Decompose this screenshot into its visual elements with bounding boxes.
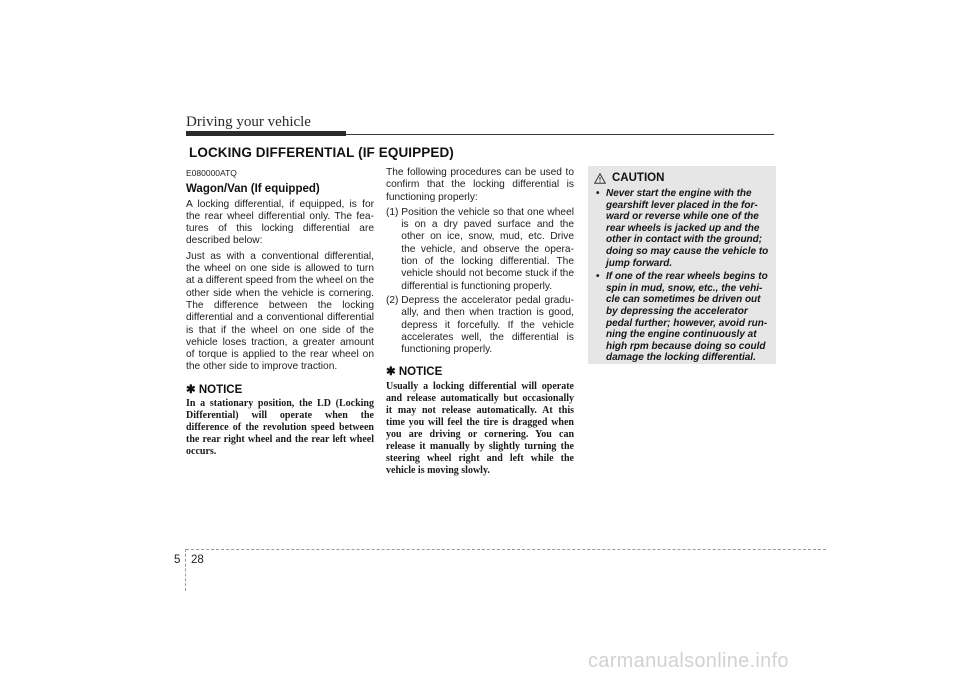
section-code: E080000ATQ: [186, 168, 237, 178]
footer-rule: [186, 549, 826, 550]
notice-title: ✱ NOTICE: [386, 366, 443, 379]
notice-body: Usually a locking differential will operate and release automatically but occasionally it may not release automatically. At this time you will feel the tire is dragged when you are driving or cornering. You can release it manually by slightly turning the steering wheel right and left while the vehicle is moving slowly.: [386, 380, 574, 476]
header-rule: [346, 134, 774, 135]
page-header-title: Driving your vehicle: [186, 114, 311, 130]
page-number: 28: [191, 554, 204, 566]
notice-title: ✱ NOTICE: [186, 383, 243, 396]
paragraph-description: Just as with a conventional differential, the wheel on one side is allowed to turn at a different speed from the wheel on the other side when the vehicle is cornering. The difference between the locking differential and a conventional differential is that if the wheel on one side of the vehicle loses traction, a greater amount of torque is applied to the rear wheel on the other side to improve traction.: [186, 250, 374, 373]
procedure-step: [386, 207, 574, 293]
left-column: [186, 167, 374, 458]
caution-box: [588, 166, 776, 364]
step-text: Position the vehicle so that one wheel is on a dry paved surface and the other on ice, snow, mud, etc. Drive the vehicle, and observe the operation of the locking differential. The vehicle should not become stuck if the differential is functioning properly.: [401, 206, 574, 292]
procedure-intro: The following procedures can be used to confirm that the locking differential is functioning properly:: [386, 167, 574, 203]
caution-text: Never start the engine with the gearshift lever placed in the forward or reverse while one of the rear wheels is jacked up and the other in contact with the ground; doing so may cause the vehicle to jump forward.: [606, 188, 769, 269]
middle-column: [386, 167, 574, 477]
caution-item: [596, 271, 770, 364]
caution-title: CAUTION: [612, 172, 665, 184]
caution-text: If one of the rear wheels begins to spin in mud, snow, etc., the vehicle can sometimes be driven out by depressing the accelerator pedal further; however, avoid running the engine continuously at high rpm because doing so could damage the locking differential.: [606, 271, 768, 364]
chapter-number: 5: [174, 554, 181, 566]
footer-vertical-rule: [185, 549, 186, 591]
bullet: •: [596, 271, 600, 283]
step-text: Depress the accelerator pedal gradually, and then when traction is good, depress it forcefully. If the vehicle accelerates well, the differential is functioning properly.: [401, 294, 574, 356]
watermark: carmanualsonline.info: [588, 650, 789, 672]
step-number: (2): [386, 294, 402, 306]
bullet: •: [596, 188, 600, 199]
paragraph-intro: A locking differential, if equipped, is for the rear wheel differential only. The features of this locking differential are described below:: [186, 198, 374, 247]
step-number: (1): [386, 206, 402, 218]
caution-item: [596, 188, 770, 269]
caution-header: [594, 172, 664, 184]
warning-triangle-icon: [594, 173, 606, 184]
header-bar: [186, 131, 346, 136]
procedure-step: [386, 295, 574, 356]
caution-list: [596, 188, 770, 366]
subheading: Wagon/Van (If equipped): [186, 183, 320, 196]
notice-body: In a stationary position, the LD (Locking Differential) will operate when the difference of the revolution speed between the rear right wheel and the rear left wheel occurs.: [186, 398, 374, 458]
section-heading: LOCKING DIFFERENTIAL (IF EQUIPPED): [189, 145, 454, 160]
